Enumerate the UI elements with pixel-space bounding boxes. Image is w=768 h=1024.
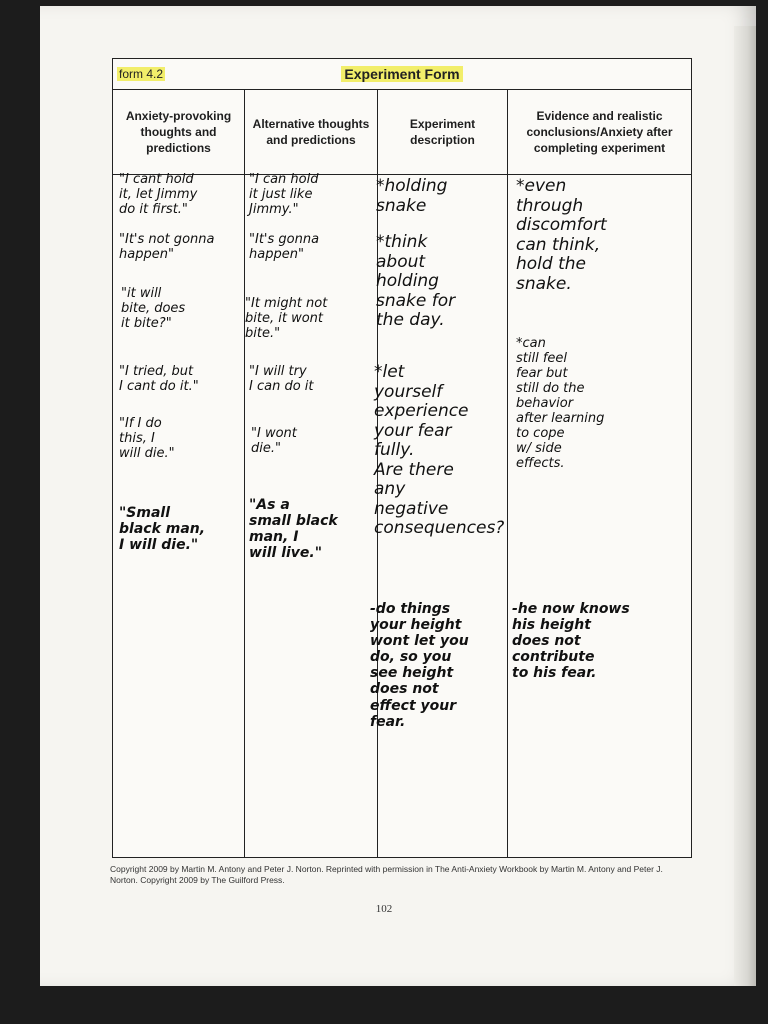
handwritten-entry: -he now knows his height does not contribute to his fear.	[512, 601, 630, 682]
handwritten-entry: "It's gonna happen"	[249, 232, 320, 262]
page-curl	[734, 26, 756, 986]
handwritten-entry: "As a small black man, I will live."	[249, 497, 338, 562]
column-evidence-conclusions	[508, 89, 691, 857]
handwritten-entry: "If I do this, I will die."	[119, 416, 175, 461]
handwritten-entry: *even through discomfort can think, hold the snake.	[516, 176, 607, 294]
handwritten-entry: "I can hold it just like Jimmy."	[249, 172, 319, 217]
column-experiment-description	[370, 89, 508, 857]
handwritten-entry: *let yourself experience your fear fully. Are there any negative consequences?	[374, 362, 505, 539]
handwritten-entry: "It might not bite, it wont bite."	[245, 296, 328, 341]
column-header: Alternative thoughts and predictions	[245, 89, 377, 175]
column-header: Anxiety-provoking thoughts and predictions	[113, 89, 244, 175]
handwritten-entry: "It's not gonna happen"	[119, 232, 215, 262]
handwritten-entry: "I cant hold it, let Jimmy do it first."	[119, 172, 198, 217]
handwritten-entry: *think about holding snake for the day.	[376, 232, 456, 331]
handwritten-entry: "it will bite, does it bite?"	[121, 286, 186, 331]
experiment-form	[112, 58, 692, 858]
handwritten-entry: "I tried, but I cant do it."	[119, 364, 199, 394]
handwritten-entry: "I will try I can do it	[249, 364, 314, 394]
handwritten-entry: *can still feel fear but still do the behavior after learning to cope w/ side effects.	[516, 336, 605, 471]
form-header	[113, 59, 691, 90]
column-header: Experiment description	[378, 89, 507, 175]
handwritten-entry: *holding snake	[376, 176, 448, 216]
handwritten-entry: -do things your height wont let you do, so you see height does not effect your fear.	[370, 601, 469, 730]
column-anxiety-thoughts	[113, 89, 245, 857]
form-title: Experiment Form	[113, 66, 691, 82]
form-label: form 4.2	[119, 67, 164, 81]
copyright-notice: Copyright 2009 by Martin M. Antony and Peter J. Norton. Reprinted with permission in The Anti-Anxiety Workbook by Martin M. Antony and Peter J. Norton. Copyright 2009 by The Guilford Press.	[110, 864, 663, 885]
handwritten-entry: "I wont die."	[251, 426, 297, 456]
column-header: Evidence and realistic conclusions/Anxiety after completing experiment	[508, 89, 691, 175]
column-alternative-thoughts	[245, 89, 378, 857]
page-number: 102	[375, 903, 393, 915]
handwritten-entry: "Small black man, I will die."	[119, 505, 206, 554]
